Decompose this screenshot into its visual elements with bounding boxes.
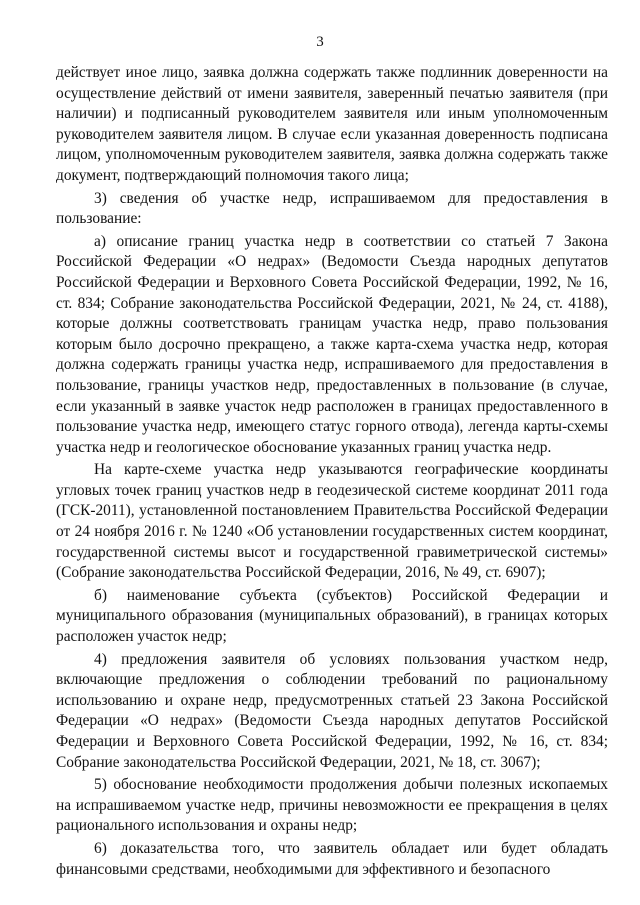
paragraph-item-5: 5) обоснование необходимости продолжения добычи полезных ископаемых на испрашиваемом участке недр, причины невозможности ее прекращения в целях рационального использования и охраны недр; <box>56 776 608 835</box>
document-body <box>56 63 608 882</box>
paragraph-item-4: 4) предложения заявителя об условиях пользования участком недр, включающие предложения о соблюдении требований по рациональному использованию и охране недр, предусмотренных статьей 23 Закона Российской Федерации «О недрах» (Ведомости Съезда народных депутатов Российской Федерации и Верховного Совета Российской Федерации, 1992, № 16, ст. 834; Собрание законодательства Российской Федерации, 2021, № 18, ст. 3067); <box>56 650 608 771</box>
paragraph-item-3b: б) наименование субъекта (субъектов) Российской Федерации и муниципального образования (муниципальных образований), в границах которых расположен участок недр; <box>56 586 608 646</box>
paragraph-map-scheme: На карте-схеме участка недр указываются географические координаты угловых точек границ участков недр в геодезической системе координат 2011 года (ГСК-2011), установленной постановлением Правительства Российской Федерации от 24 ноября 2016 г. № 1240 «Об установлении государственных систем координат, государственной системы высот и государственной гравиметрической системы» (Собрание законодательства Российской Федерации, 2016, № 49, ст. 6907); <box>56 461 608 582</box>
paragraph-item-3: 3) сведения об участке недр, испрашиваемом для предоставления в пользование: <box>56 189 608 228</box>
page-number: 3 <box>316 34 324 50</box>
paragraph-item-6: 6) доказательства того, что заявитель обладает или будет обладать финансовыми средствами, необходимыми для эффективного и безопасного <box>56 839 608 878</box>
paragraph-item-3a: а) описание границ участка недр в соответствии со статьей 7 Закона Российской Федерации «О недрах» (Ведомости Съезда народных депутатов Российской Федерации и Верховного Совета Российской Федерации, 1992, № 16, ст. 834; Собрание законодательства Российской Федерации, 2021, № 24, ст. 4188), которые должны соответствовать границам участка недр, право пользования которым было досрочно прекращено, а также карта-схема участка недр, которая должна содержать границы участка недр, испрашиваемого для предоставления в пользование, границы участков недр, предоставленных в пользование (в случае, если указанный в заявке участок недр расположен в границах предоставленного в пользование участка недр, имеющего статус горного отвода), легенда карты-схемы участка недр и геологическое обоснование указанных границ участка недр. <box>56 232 608 456</box>
paragraph-continuation: действует иное лицо, заявка должна содержать также подлинник доверенности на осуществление действий от имени заявителя, заверенный печатью заявителя (при наличии) и подписанный руководителем заявителя или иным уполномоченным руководителем заявителя лицом. В случае если указанная доверенность подписана лицом, уполномоченным руководителем заявителя, заявка должна содержать также документ, подтверждающий полномочия такого лица; <box>56 64 608 184</box>
